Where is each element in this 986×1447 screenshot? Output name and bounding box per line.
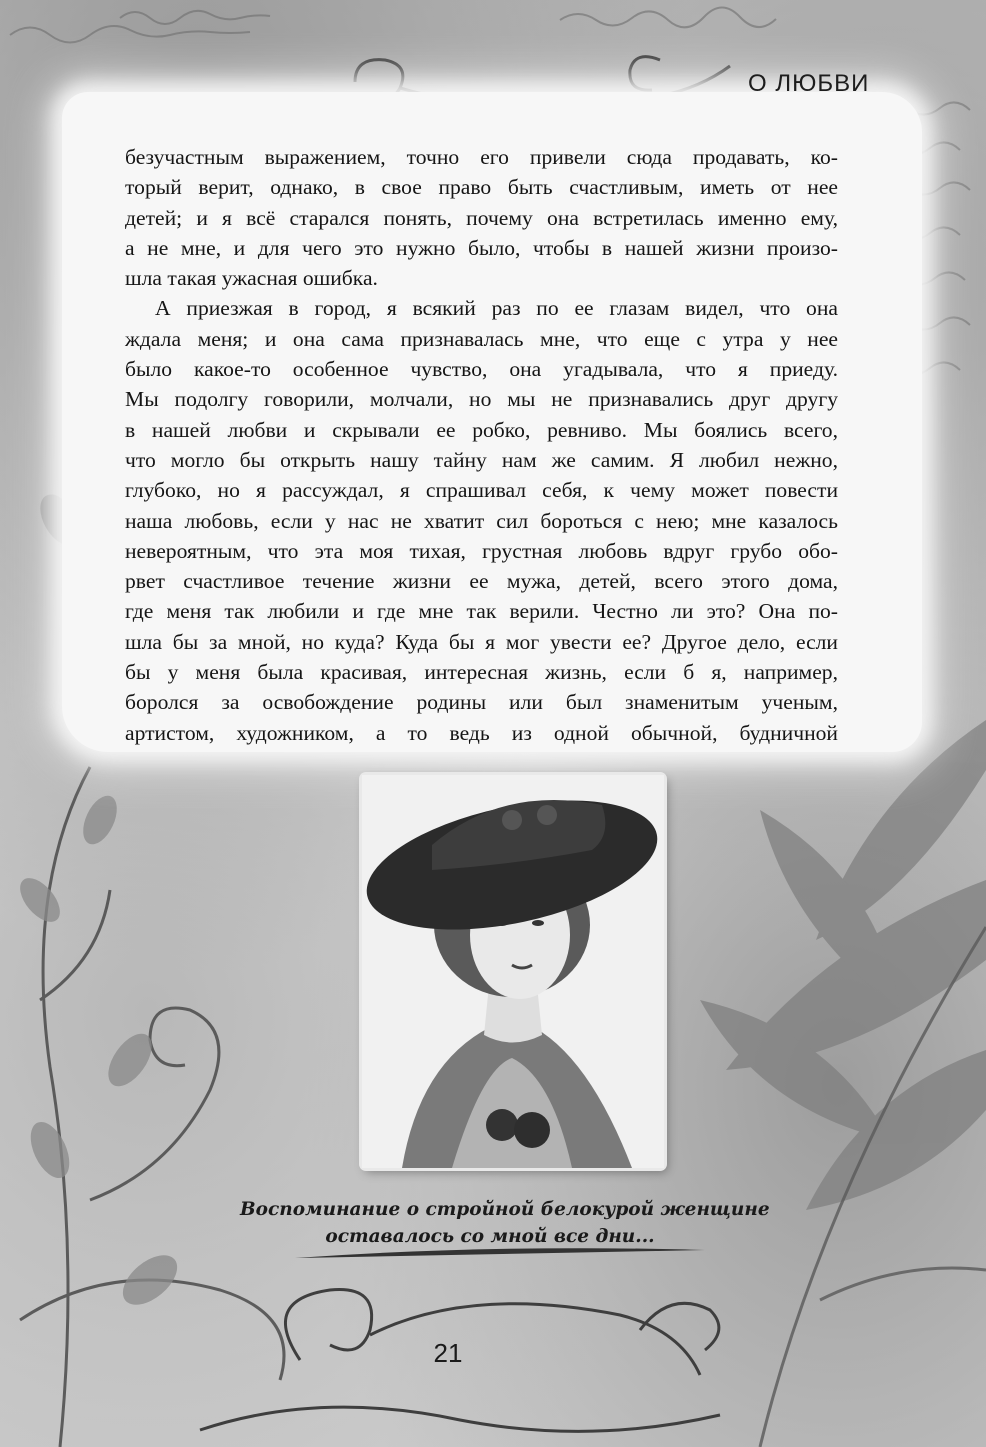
- caption-line-1: Воспоминание о стройной белокурой женщине: [240, 1199, 770, 1220]
- text-line: шла такая ужасная ошибка.: [125, 266, 378, 291]
- text-line: ждала меня; и она сама признавалась мне, что еще с утра у нее: [125, 326, 838, 351]
- left-vine: [20, 767, 284, 1447]
- text-line: в нашей любви и скрывали ее робко, ревниво. Мы боялись всего,: [125, 417, 838, 442]
- paragraph-1: [125, 142, 838, 293]
- portrait-drawing: [362, 775, 664, 1168]
- text-line: бы у меня была красивая, интересная жизнь, если б я, например,: [125, 660, 838, 685]
- text-line: артистом, художником, а то ведь из одной обычной, будничной: [125, 720, 838, 745]
- text-line: что могло бы открыть нашу тайну нам же самим. Я любил нежно,: [125, 447, 838, 472]
- text-line: глубоко, но я рассуждал, я спрашивал себя, к чему может повести: [125, 478, 838, 503]
- text-line: боролся за освобождение родины или был знаменитым ученым,: [125, 690, 838, 715]
- text-line: А приезжая в город, я всякий раз по ее глазам видел, что она: [155, 296, 838, 321]
- text-line: где меня так любили и где мне так верили. Честно ли это? Она по-: [125, 599, 838, 624]
- text-line: наша любовь, если у нас не хватит сил бороться с нею; мне казалось: [125, 508, 838, 533]
- right-leaves: [700, 720, 986, 1210]
- text-line: было какое-то особенное чувство, она угадывала, что я приеду.: [125, 357, 838, 382]
- text-line: безучастным выражением, точно его привели сюда продавать, ко-: [125, 145, 838, 169]
- text-line: рвет счастливое течение жизни ее мужа, детей, всего этого дома,: [125, 569, 838, 594]
- page-number: 21: [433, 1338, 463, 1368]
- text-line: а не мне, и для чего это нужно было, чтобы в нашей жизни произо-: [125, 235, 838, 260]
- paragraph-2: [125, 293, 838, 747]
- caption-swash: [290, 1236, 710, 1266]
- caption-line-2: оставалось со мной все дни...: [325, 1226, 655, 1247]
- body-text: [125, 142, 838, 748]
- portrait-illustration: [362, 775, 664, 1168]
- section-header: О ЛЮБВИ: [748, 70, 870, 97]
- text-line: невероятным, что эта моя тихая, грустная любовь вдруг грубо обо-: [125, 538, 838, 563]
- text-line: Мы подолгу говорили, молчали, но мы не признавались друг другу: [125, 387, 838, 412]
- text-line: шла бы за мной, но куда? Куда бы я мог увести ее? Другое дело, если: [125, 629, 838, 654]
- text-line: торый верит, однако, в свое право быть счастливым, иметь от нее: [125, 175, 838, 200]
- text-line: детей; и я всё старался понять, почему она встретилась именно ему,: [125, 205, 838, 230]
